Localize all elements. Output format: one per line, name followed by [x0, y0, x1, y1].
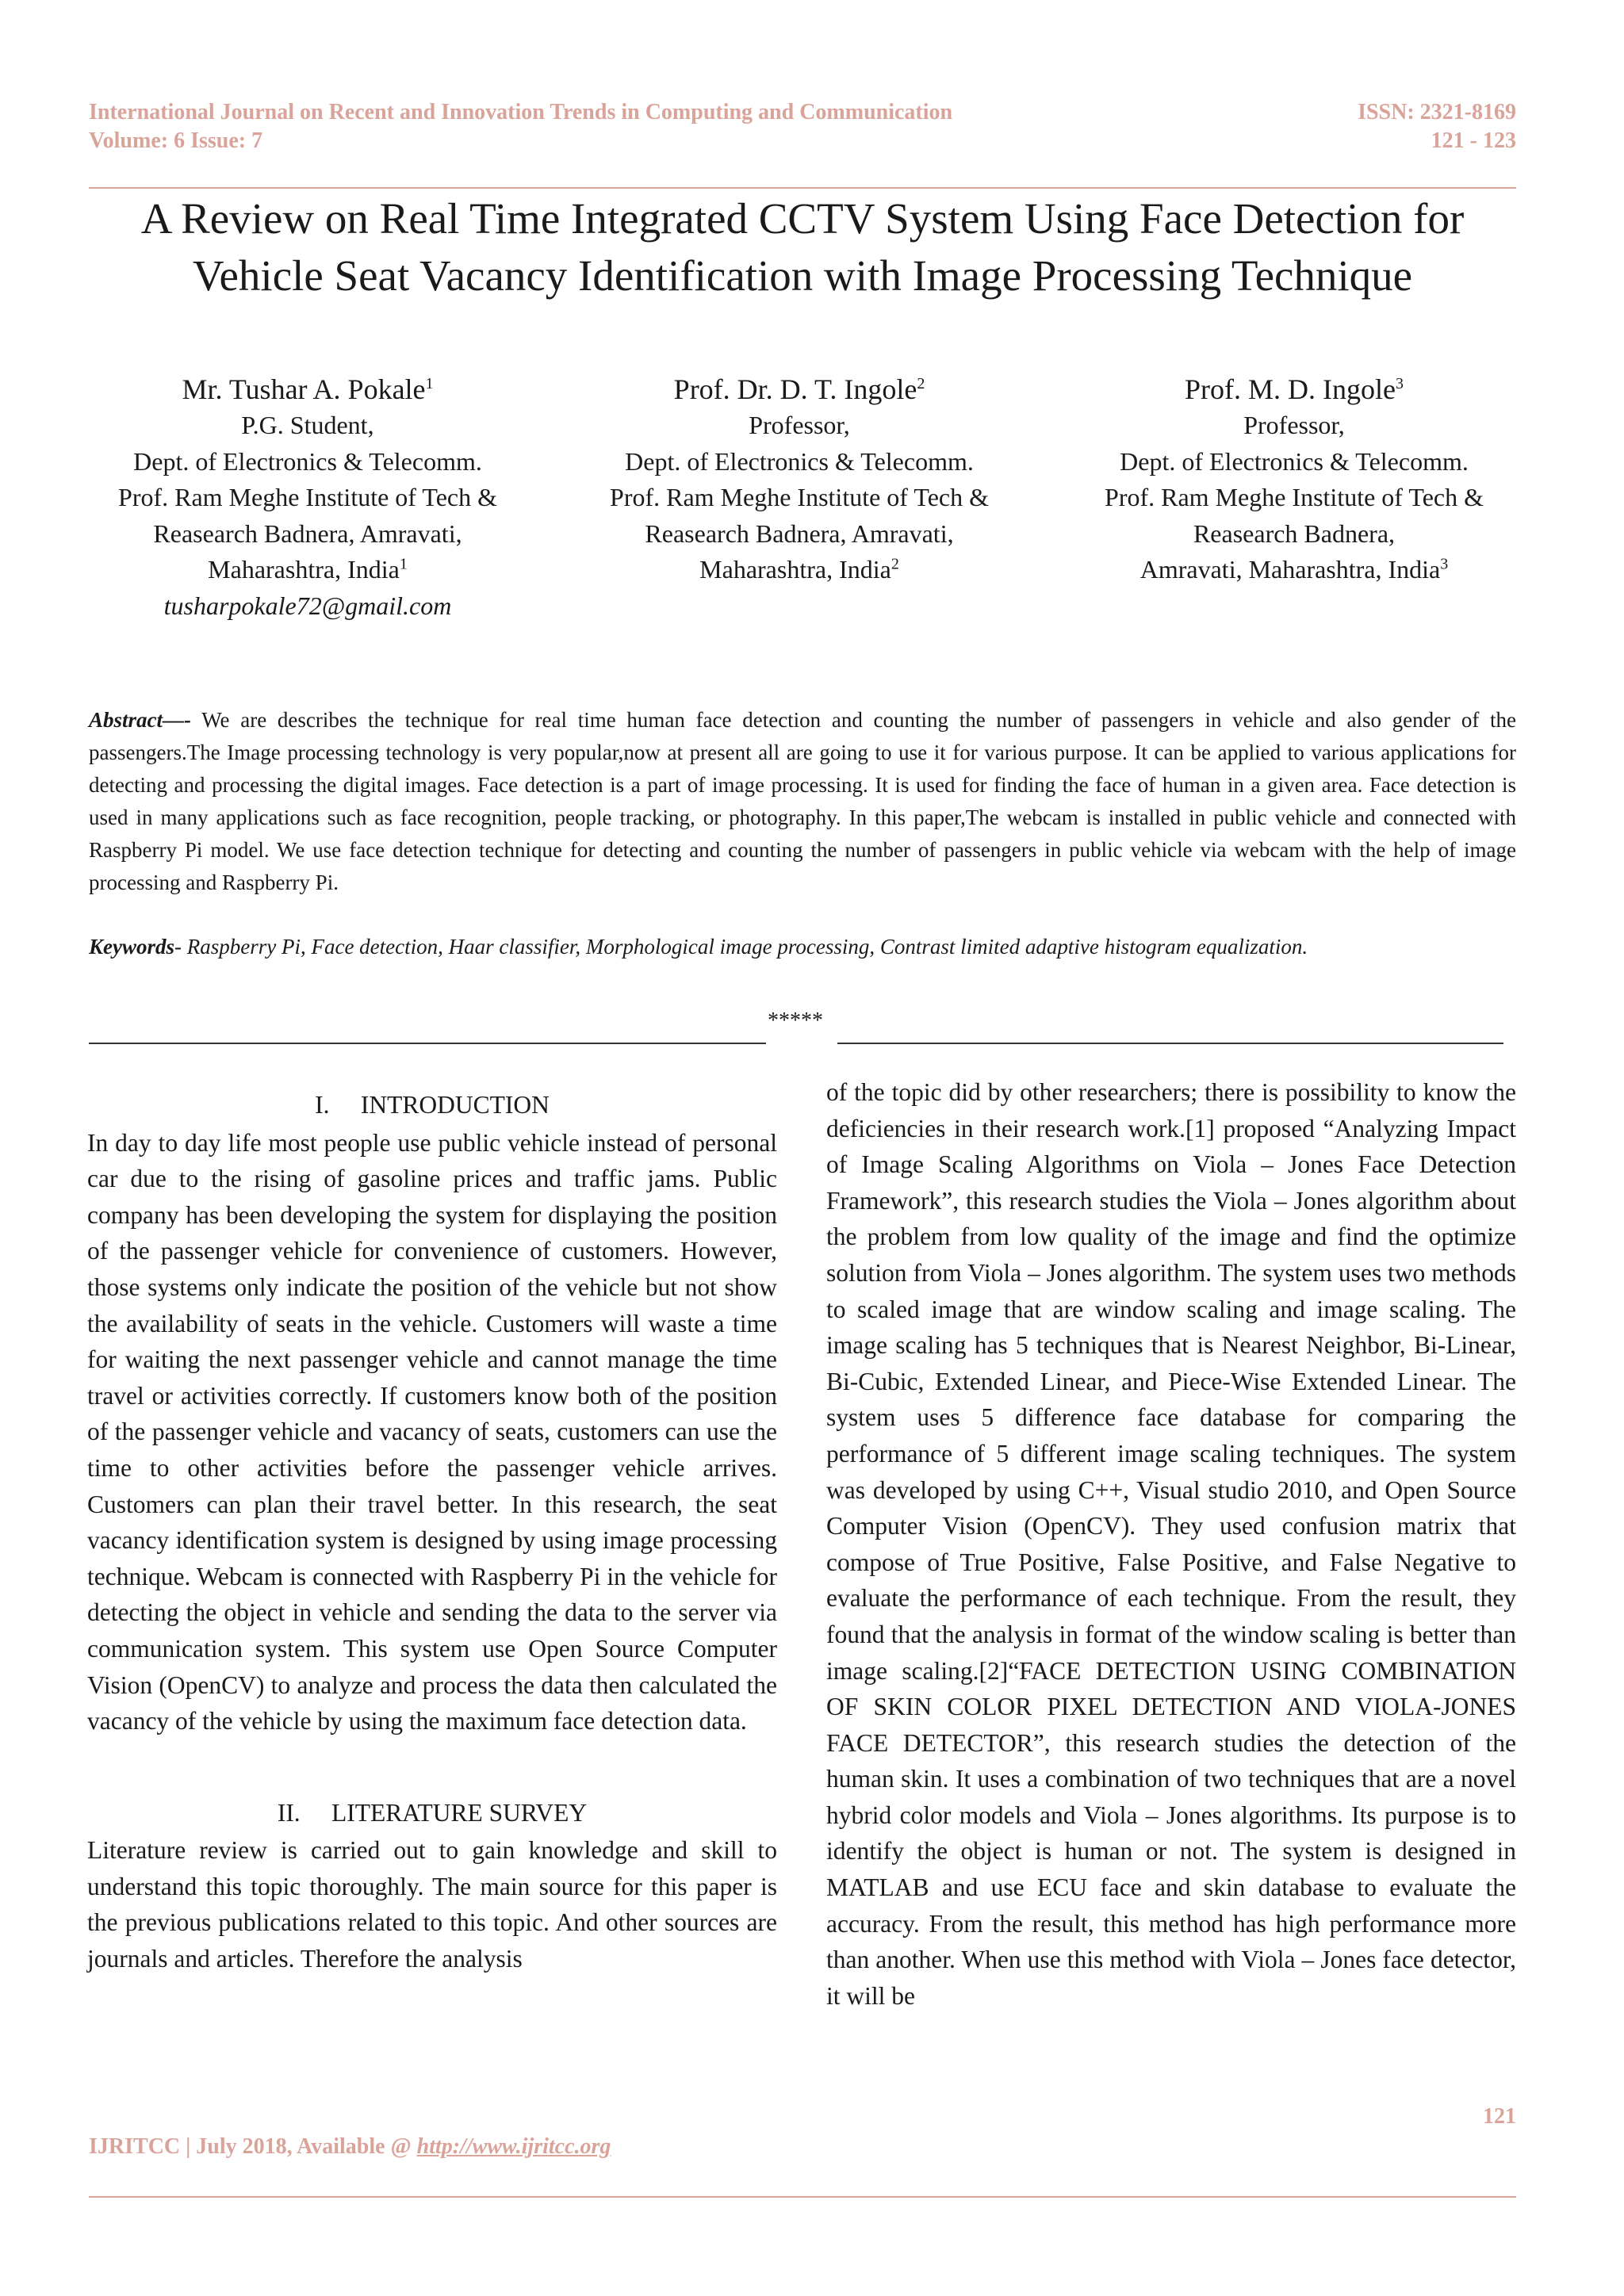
- author-role: Professor,: [749, 411, 850, 439]
- author-dept: Dept. of Electronics & Telecomm.: [625, 446, 974, 476]
- introduction-paragraph: In day to day life most people use public vehicle instead of personal car due to the rising of gasoline prices and traffic jams. Public company has been developing the system for displaying the position of the passenger vehicle for convenience of customers. However, those systems only indicate the position of the vehicle but not show the availability of seats in the vehicle. Customers will waste a time for waiting the next passenger vehicle and cannot manage the time travel or activities correctly. If customers know both of the position of the passenger vehicle and vacancy of seats, customers can use the time to other activities before the passenger vehicle arrives. Customers can plan their travel better. In this research, the seat vacancy identification system is designed by using image processing technique. Webcam is connected with Raspberry Pi in the vehicle for detecting the object in vehicle and sending the data to the server via communication system. This system use Open Source Computer Vision (OpenCV) to analyze and process the data then calculated the vacancy of the vehicle by using the maximum face detection data.: [87, 1128, 777, 1735]
- section-heading-literature-survey: II. LITERATURE SURVEY: [277, 1798, 588, 1827]
- author-inst: Prof. Ram Meghe Institute of Tech &: [610, 483, 989, 511]
- author-block-2: [577, 371, 1021, 588]
- title-line-1: A Review on Real Time Integrated CCTV System Using Face Detection for: [140, 194, 1465, 243]
- right-column: [826, 1074, 1516, 2014]
- header-rule: [89, 187, 1516, 189]
- journal-name: International Journal on Recent and Innovation Trends in Computing and Communication: [89, 100, 953, 124]
- author-location-sup: 3: [1440, 555, 1449, 573]
- keywords-label: Keywords: [89, 935, 174, 959]
- author-block-1: [86, 371, 530, 624]
- author-location: Amravati, Maharashtra, India: [1139, 555, 1441, 584]
- page-number: 121: [1483, 2104, 1516, 2129]
- literature-paragraph: Literature review is carried out to gain knowledge and skill to understand this topic thoroughly. The main source for this paper is the previous publications related to this topic. And other sources are journals and articles. Therefore the analysis: [87, 1836, 777, 1973]
- author-name: Prof. Dr. D. T. Ingole: [673, 373, 917, 405]
- author-location: Maharashtra, India: [208, 555, 400, 584]
- abstract: [89, 704, 1516, 899]
- author-dept: Dept. of Electronics & Telecomm.: [1120, 446, 1469, 476]
- author-location-sup: 1: [399, 555, 408, 573]
- author-inst: Reasearch Badnera, Amravati,: [645, 519, 954, 548]
- author-location: Maharashtra, India: [699, 555, 891, 584]
- volume-issue: Volume: 6 Issue: 7: [89, 128, 263, 153]
- running-header-2: [89, 127, 1516, 155]
- author-dept: Dept. of Electronics & Telecomm.: [133, 446, 482, 476]
- keywords: [89, 931, 1516, 963]
- footer: [89, 2134, 611, 2160]
- author-block-3: [1072, 371, 1516, 588]
- abstract-label: Abstract—-: [89, 708, 192, 732]
- author-name: Mr. Tushar A. Pokale: [182, 373, 426, 405]
- running-header: [89, 98, 1516, 127]
- author-role: P.G. Student,: [241, 411, 374, 439]
- author-sup: 2: [917, 375, 925, 392]
- section-heading-introduction: I. INTRODUCTION: [315, 1091, 550, 1119]
- footer-rule: [89, 2196, 1516, 2198]
- author-location-sup: 2: [891, 555, 899, 573]
- left-column: [87, 1074, 777, 1977]
- paper-title: [89, 190, 1516, 304]
- literature-continued-paragraph: of the topic did by other researchers; there is possibility to know the deficiencies in their research work.[1] proposed “Analyzing Impact of Image Scaling Algorithms on Viola – Jones Face Detection Framework”, this research studies the Viola – Jones algorithm about the problem from low quality of the image and find the optimize solution from Viola – Jones algorithm. The system uses two methods to scaled image that are window scaling and image scaling. The image scaling has 5 techniques that is Nearest Neighbor, Bi-Linear, Bi-Cubic, Extended Linear, and Piece-Wise Extended Linear. The system uses 5 difference face database for comparing the performance of 5 different image scaling techniques. The system was developed by using C++, Visual studio 2010, and Open Source Computer Vision (OpenCV). They used confusion matrix that compose of True Positive, False Positive, and False Negative to evaluate the performance of each technique. From the result, they found that the analysis in format of the window scaling is better than image scaling.[2]“FACE DETECTION USING COMBINATION OF SKIN COLOR PIXEL DETECTION AND VIOLA-JONES FACE DETECTOR”, this research studies the detection of the human skin. It uses a combination of two techniques that are a novel hybrid color models and Viola – Jones algorithms. Its purpose is to identify the object is human or not. The system is designed in MATLAB and use ECU face and skin database to evaluate the accuracy. From the result, this method has high performance more than another. When use this method with Viola – Jones face detector, it will be: [826, 1078, 1516, 2010]
- author-inst: Prof. Ram Meghe Institute of Tech &: [118, 483, 497, 511]
- author-inst: Reasearch Badnera,: [1193, 519, 1396, 548]
- abstract-text: We are describes the technique for real time human face detection and counting the number of passengers in vehicle and also gender of the passengers.The Image processing technology is very popular,now at present all are going to use it for various purpose. It can be applied to various applications for detecting and processing the digital images. Face detection is a part of image processing. It is used for finding the face of human in a given area. Face detection is used in many applications such as face recognition, people tracking, or photography. In this paper,The webcam is installed in public vehicle and connected with Raspberry Pi model. We use face detection technique for detecting and counting the number of passengers in public vehicle via webcam with the help of image processing and Raspberry Pi.: [89, 708, 1516, 894]
- author-sup: 3: [1395, 375, 1404, 392]
- author-inst: Reasearch Badnera, Amravati,: [153, 519, 462, 548]
- journal-link[interactable]: http://www.ijritcc.org: [416, 2134, 611, 2159]
- author-inst: Prof. Ram Meghe Institute of Tech &: [1105, 483, 1484, 511]
- page-range: 121 - 123: [1431, 128, 1516, 153]
- separator-stars: *****: [768, 1008, 823, 1033]
- separator-rule-left: [89, 1043, 766, 1044]
- keywords-text: - Raspberry Pi, Face detection, Haar classifier, Morphological image processing, Contrast limited adaptive histogram equalization.: [174, 935, 1308, 959]
- issn: ISSN: 2321-8169: [1358, 100, 1516, 124]
- separator-rule-right: [837, 1043, 1503, 1044]
- author-name: Prof. M. D. Ingole: [1185, 373, 1396, 405]
- author-role: Professor,: [1243, 411, 1345, 439]
- author-email[interactable]: tusharpokale72@gmail.com: [163, 591, 452, 620]
- footer-text: IJRITCC | July 2018, Available @: [89, 2134, 417, 2159]
- author-sup: 1: [425, 375, 434, 392]
- title-line-2: Vehicle Seat Vacancy Identification with Image Processing Technique: [192, 251, 1413, 300]
